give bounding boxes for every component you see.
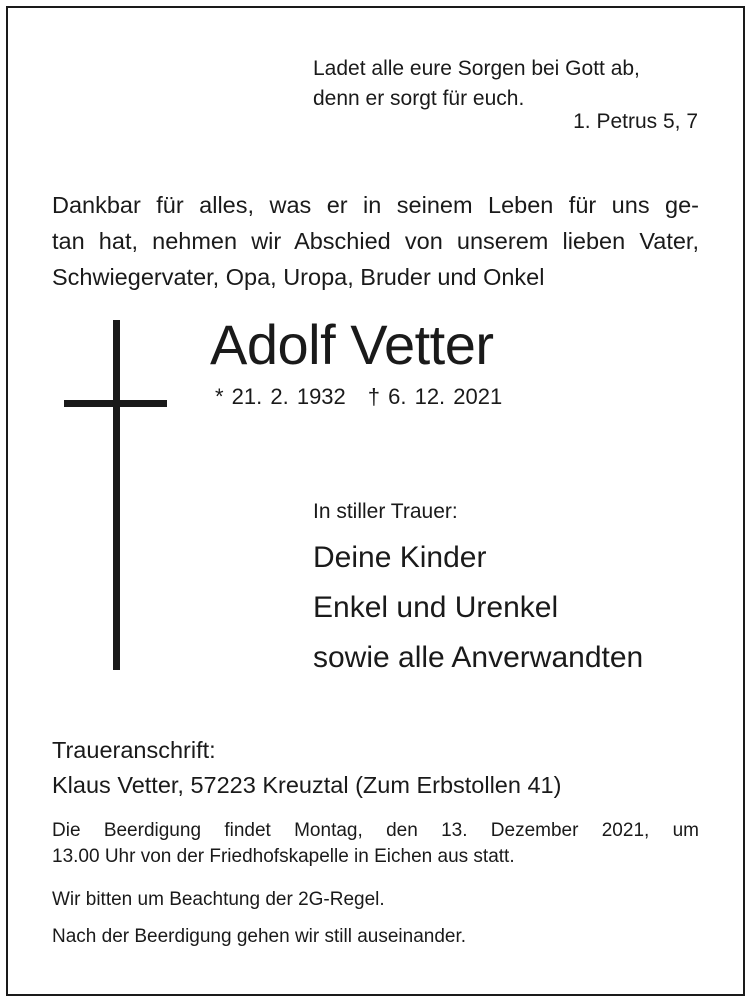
funeral-info xyxy=(52,818,699,870)
cross-icon-horizontal xyxy=(64,400,167,407)
rule-note: Wir bitten um Beachtung der 2G-Regel. xyxy=(52,889,385,910)
mourner-line: sowie alle Anverwandten xyxy=(313,641,644,674)
mourner-line: Enkel und Urenkel xyxy=(313,591,559,624)
mourners-label: In stiller Trauer: xyxy=(313,500,458,523)
birth-date: * 21. 2. 1932 xyxy=(215,384,346,409)
cross-icon-vertical xyxy=(113,320,120,670)
verse-line-2: denn er sorgt für euch. xyxy=(313,87,525,110)
address-label: Traueranschrift: xyxy=(52,737,216,763)
after-funeral-note: Nach der Beerdigung gehen wir still auseinander. xyxy=(52,926,467,947)
intro-text xyxy=(52,187,699,295)
intro-line-2: tan hat, nehmen wir Abschied von unserem lieben Vater, xyxy=(52,228,699,254)
life-dates xyxy=(215,384,502,410)
mourner-line: Deine Kinder xyxy=(313,541,487,574)
intro-line-1: Dankbar für alles, was er in seinem Leben für uns ge- xyxy=(52,192,699,218)
deceased-name: Adolf Vetter xyxy=(210,313,494,376)
verse-reference: 1. Petrus 5, 7 xyxy=(573,110,698,133)
address-value: Klaus Vetter, 57223 Kreuztal (Zum Erbstollen 41) xyxy=(52,772,562,798)
verse-line-1: Ladet alle eure Sorgen bei Gott ab, xyxy=(313,57,640,80)
funeral-line-1: Die Beerdigung findet Montag, den 13. Dezember 2021, um xyxy=(52,820,699,841)
death-date: † 6. 12. 2021 xyxy=(367,384,503,409)
bible-verse xyxy=(313,54,640,114)
intro-line-3: Schwiegervater, Opa, Uropa, Bruder und Onkel xyxy=(52,264,545,290)
funeral-line-2: 13.00 Uhr von der Friedhofskapelle in Eichen aus statt. xyxy=(52,846,515,867)
